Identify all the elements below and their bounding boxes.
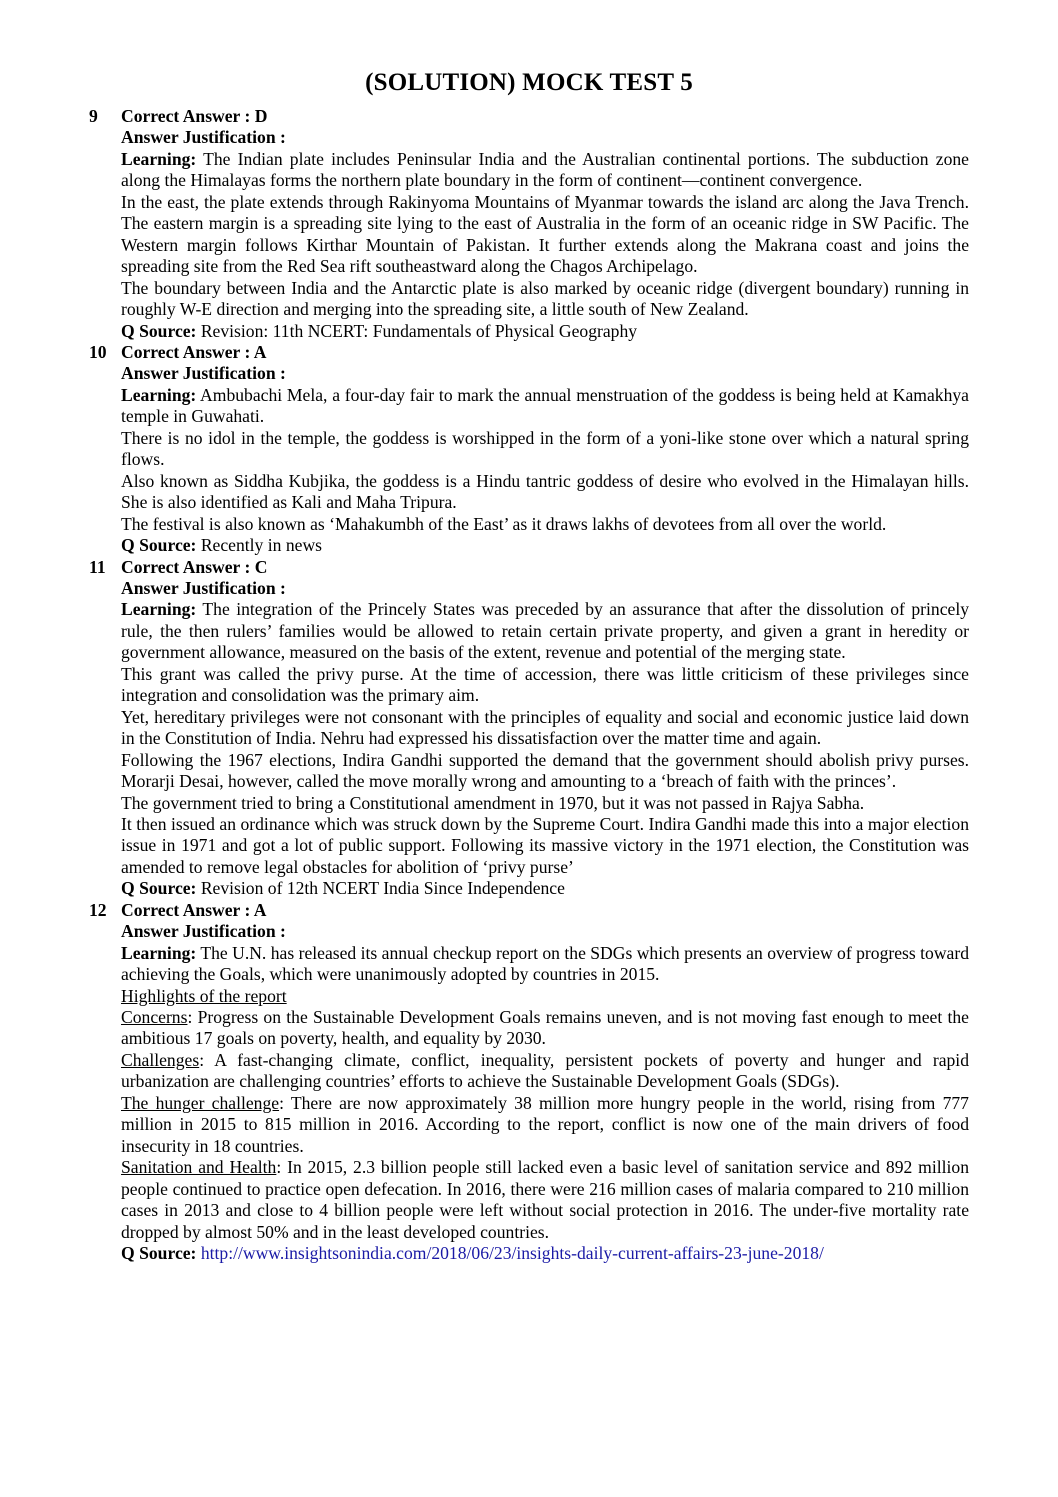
- page-title: (SOLUTION) MOCK TEST 5: [365, 69, 693, 96]
- source-label: Q Source:: [121, 878, 197, 899]
- paragraph: Following the 1967 elections, Indira Gandhi supported the demand that the government should abolish privy purses. Morarji Desai, however, called the move morally wrong and amounting to a ‘breach of faith with the princes’.: [121, 749, 969, 792]
- source-line: [121, 1243, 969, 1264]
- highlight-challenges: [121, 1050, 969, 1093]
- correct-answer-line: [121, 900, 969, 921]
- correct-answer-value: C: [254, 556, 268, 577]
- paragraph: The government tried to bring a Constitutional amendment in 1970, but it was not passed in Rajya Sabha.: [121, 792, 865, 813]
- answer-justification-label: Answer Justification :: [121, 921, 286, 942]
- paragraph: In the east, the plate extends through Rakinyoma Mountains of Myanmar towards the island arc along the Java Trench. The eastern margin is a spreading site lying to the east of Australia in the form of an oceanic ridge in SW Pacific. The Western margin follows Kirthar Mountain of Pakistan. It further extends along the Makrana coast and joins the spreading site from the Red Sea rift southeastward along the Chagos Archipelago.: [121, 191, 969, 277]
- highlight-label: The hunger challenge: [121, 1092, 280, 1113]
- source-line: [121, 321, 969, 342]
- answer-justification-label: Answer Justification :: [121, 127, 286, 148]
- highlight-label: Concerns: [121, 1007, 188, 1028]
- correct-answer-label: Correct Answer :: [121, 341, 254, 362]
- source-text: Recently in news: [196, 535, 322, 556]
- highlight-label: Sanitation and Health: [121, 1157, 277, 1178]
- correct-answer-label: Correct Answer :: [121, 106, 255, 126]
- highlight-text: : A fast-changing climate, conflict, inequality, persistent pockets of poverty and hunger and rapid urbanization are challenging countries’ efforts to achieve the Sustainable Development Goals (SDGs).: [121, 1049, 969, 1092]
- highlight-text: : There are now approximately 38 million more hungry people in the world, rising from 777 million in 2015 to 815 million in 2016. According to the report, conflict is now one of the main drivers of food insecurity in 18 countries.: [121, 1092, 969, 1156]
- highlight-sanitation: [121, 1157, 969, 1243]
- paragraph: The boundary between India and the Antarctic plate is also marked by oceanic ridge (divergent boundary) running in roughly W-E direction and merging into the spreading site, a little south of New Zealand.: [121, 277, 969, 320]
- question-12: [89, 900, 969, 1265]
- question-number: 11: [89, 556, 106, 577]
- answer-justification-label: Answer Justification :: [121, 577, 286, 598]
- paragraph: The festival is also known as ‘Mahakumbh of the East’ as it draws lakhs of devotees from all over the world.: [121, 513, 887, 534]
- correct-answer-line: [121, 106, 969, 127]
- learning-label: Learning:: [121, 599, 197, 620]
- highlights-heading: Highlights of the report: [121, 985, 287, 1006]
- source-link[interactable]: http://www.insightsonindia.com/2018/06/23/insights-daily-current-affairs-23-june-2018/: [200, 1243, 824, 1264]
- question-10: [89, 342, 969, 557]
- learning-text: The Indian plate includes Peninsular India and the Australian continental portions. The subduction zone along the Himalayas forms the northern plate boundary in the form of continent—continent convergence.: [121, 148, 969, 191]
- paragraph: This grant was called the privy purse. At the time of accession, there was little criticism of these privileges since integration and consolidation was the primary aim.: [121, 663, 969, 706]
- learning-label: Learning:: [121, 942, 197, 963]
- learning-paragraph: [121, 149, 969, 192]
- highlight-text: : In 2015, 2.3 billion people still lacked even a basic level of sanitation service and 892 million people continued to practice open defecation. In 2016, there were 216 million cases of malaria compared to 210 million cases in 2013 and close to 4 billion people were left without social protection in 2016. The under-five mortality rate dropped by almost 50% and in the least developed countries.: [121, 1157, 969, 1242]
- learning-text: Ambubachi Mela, a four-day fair to mark the annual menstruation of the goddess is being held at Kamakhya temple in Guwahati.: [121, 384, 969, 427]
- learning-paragraph: [121, 599, 969, 663]
- correct-answer-line: [121, 557, 969, 578]
- correct-answer-value: A: [253, 899, 267, 920]
- question-number: 12: [89, 899, 107, 920]
- source-text: Revision of 12th NCERT India Since Independence: [196, 878, 565, 899]
- correct-answer-line: [121, 342, 969, 363]
- learning-paragraph: [121, 385, 969, 428]
- learning-text: The integration of the Princely States was preceded by an assurance that after the dissolution of princely rule, the then rulers’ families would be allowed to retain certain private property, and given a grant in heredity or government allowance, measured on the basis of the extent, revenue and potential of the merging state.: [121, 599, 969, 663]
- correct-answer-label: Correct Answer :: [121, 899, 254, 920]
- highlight-concerns: [121, 1007, 969, 1050]
- paragraph: Yet, hereditary privileges were not consonant with the principles of equality and social and economic justice laid down in the Constitution of India. Nehru had expressed his dissatisfaction over the matter time and again.: [121, 706, 969, 749]
- correct-answer-label: Correct Answer :: [121, 556, 255, 577]
- learning-label: Learning:: [121, 148, 197, 169]
- source-text: Revision: 11th NCERT: Fundamentals of Physical Geography: [196, 320, 638, 341]
- correct-answer-value: D: [254, 106, 268, 126]
- highlight-text: : Progress on the Sustainable Development Goals remains uneven, and is not moving fast enough to meet the ambitious 17 goals on poverty, health, and equality by 2030.: [121, 1007, 969, 1049]
- source-line: [121, 535, 969, 556]
- correct-answer-value: A: [253, 341, 267, 362]
- highlight-hunger: [121, 1093, 969, 1157]
- learning-paragraph: [121, 943, 969, 986]
- source-line: [121, 878, 969, 899]
- question-11: [89, 557, 969, 900]
- source-label: Q Source:: [121, 320, 197, 341]
- paragraph: It then issued an ordinance which was struck down by the Supreme Court. Indira Gandhi made this into a major election issue in 1971 and got a lot of public support. Following its massive victory in the 1971 election, the Constitution was amended to remove legal obstacles for abolition of ‘privy purse’: [121, 813, 969, 877]
- source-label: Q Source:: [121, 535, 197, 556]
- paragraph: Also known as Siddha Kubjika, the goddess is a Hindu tantric goddess of desire who evolved in the Himalayan hills. She is also identified as Kali and Maha Tripura.: [121, 470, 969, 513]
- answer-justification-label: Answer Justification :: [121, 363, 286, 384]
- question-9: [89, 106, 969, 342]
- source-label: Q Source:: [121, 1243, 197, 1264]
- solutions-list: [89, 106, 969, 1264]
- paragraph: There is no idol in the temple, the goddess is worshipped in the form of a yoni-like stone over which a natural spring flows.: [121, 427, 969, 470]
- question-number: 10: [89, 341, 107, 362]
- highlight-label: Challenges: [121, 1049, 200, 1070]
- question-number: 9: [89, 106, 98, 126]
- learning-label: Learning:: [121, 384, 197, 405]
- learning-text: The U.N. has released its annual checkup report on the SDGs which presents an overview of progress toward achieving the Goals, which were unanimously adopted by countries in 2015.: [121, 942, 969, 985]
